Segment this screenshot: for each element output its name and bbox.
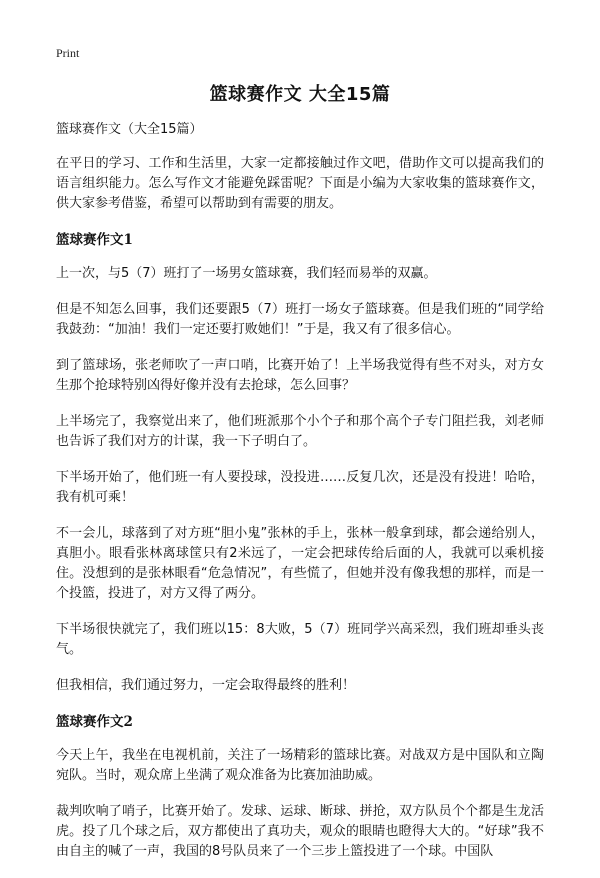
paragraph: 上一次，与5（7）班打了一场男女篮球赛，我们轻而易举的双赢。 — [56, 266, 437, 281]
section-1 — [56, 230, 544, 696]
paragraph: 不一会儿，球落到了对方班“胆小鬼”张林的手上，张林一般拿到球，都会递给别人，真胆小。眼看张林离球筐只有2米远了，一定会把球传给后面的人，我就可以乘机接住。没想到的是张林眼看“危急情况”，有些慌了，但她并没有像我想的那样，而是一个投篮，投进了，对方又得了两分。 — [56, 526, 544, 601]
print-label: Print — [56, 46, 80, 60]
paragraph: 下半场很快就完了，我们班以15：8大败，5（7）班同学兴高采烈，我们班却垂头丧气。 — [56, 622, 544, 657]
intro-paragraph: 在平日的学习、工作和生活里，大家一定都接触过作文吧，借助作文可以提高我们的语言组织能力。怎么写作文才能避免踩雷呢？下面是小编为大家收集的篮球赛作文，供大家参考借鉴，希望可以帮助到有需要的朋友。 — [56, 156, 544, 211]
paragraph: 下半场开始了，他们班一有人要投球，没投进……反复几次，还是没有投进！哈哈，我有机可乘！ — [56, 470, 544, 505]
paragraph: 但是不知怎么回事，我们还要跟5（7）班打一场女子篮球赛。但是我们班的“同学给我鼓劲：“加油！我们一定还要打败她们！”于是，我又有了很多信心。 — [56, 302, 544, 337]
document-body — [56, 120, 544, 878]
paragraph: 裁判吹响了哨子，比赛开始了。发球、运球、断球、拼抢，双方队员个个都是生龙活虎。投了几个球之后，双方都使出了真功夫，观众的眼睛也瞪得大大的。“好球”我不由自主的喊了一声，我国的8号队员来了一个三步上篮投进了一个球。中国队 — [56, 804, 544, 859]
section-heading: 篮球赛作文1 — [56, 232, 133, 248]
paragraph: 但我相信，我们通过努力，一定会取得最终的胜利！ — [56, 678, 356, 693]
paragraph: 到了篮球场，张老师吹了一声口哨，比赛开始了！上半场我觉得有些不对头，对方女生那个抢球特别凶得好像并没有去抢球，怎么回事？ — [56, 358, 544, 393]
paragraph: 今天上午，我坐在电视机前，关注了一场精彩的篮球比赛。对战双方是中国队和立陶宛队。当时，观众席上坐满了观众准备为比赛加油助威。 — [56, 748, 544, 783]
document-subtitle: 篮球赛作文（大全15篇） — [56, 122, 203, 137]
page-title: 篮球赛作文 大全15篇 — [209, 84, 391, 105]
section-heading: 篮球赛作文2 — [56, 714, 133, 730]
paragraph: 上半场完了，我察觉出来了，他们班派那个小个子和那个高个子专门阻拦我，刘老师也告诉了我们对方的计谋，我一下子明白了。 — [56, 414, 544, 449]
section-2 — [56, 712, 544, 862]
